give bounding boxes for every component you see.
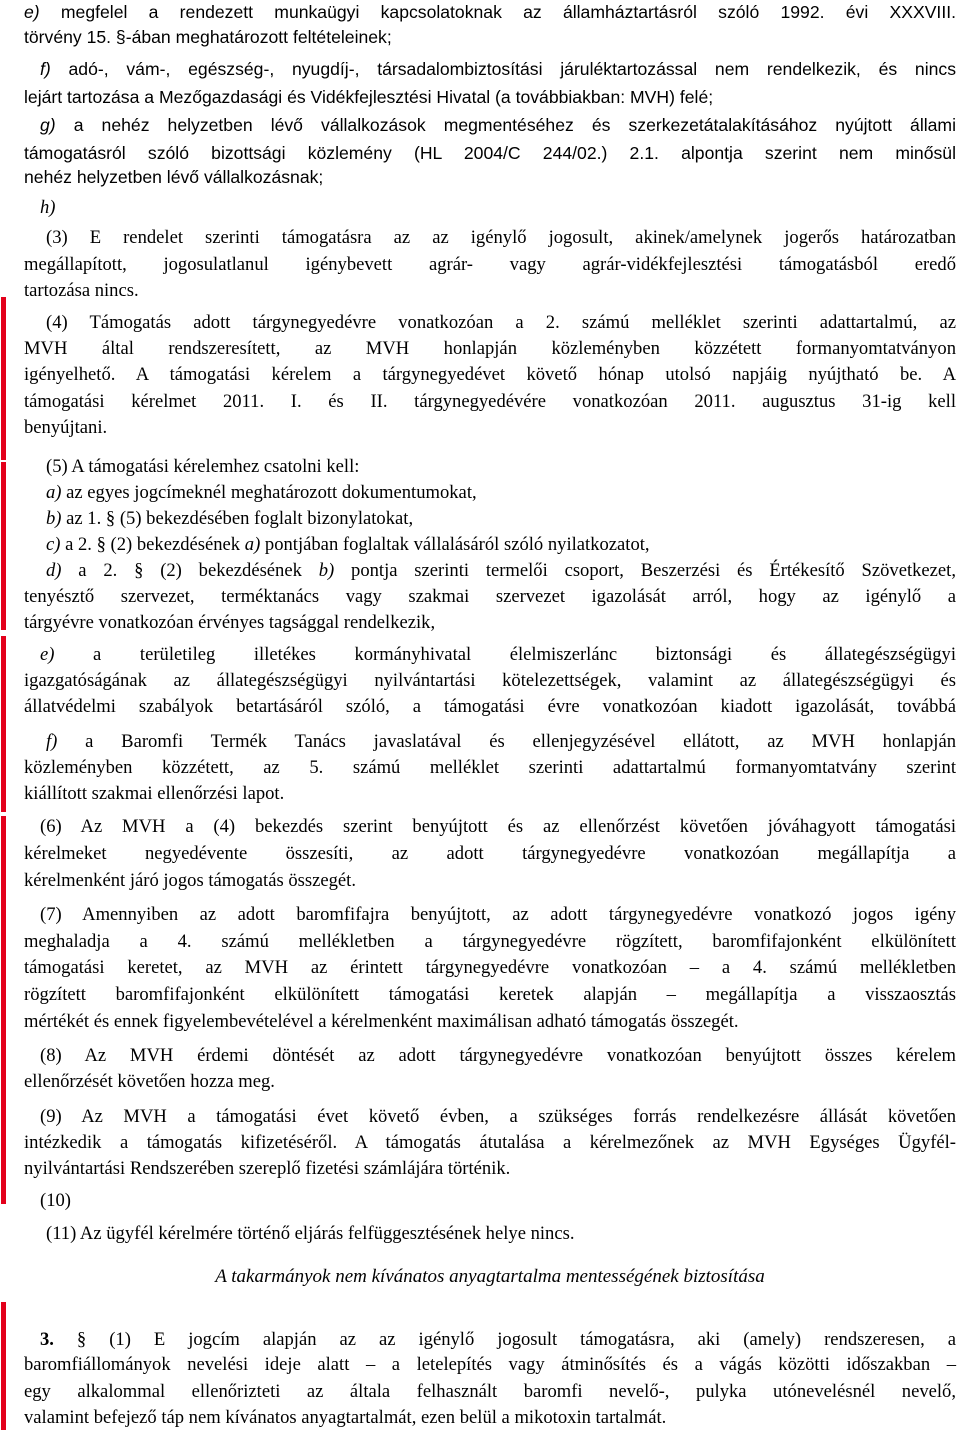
change-bar (1, 462, 6, 630)
text-line: e) a területileg illetékes kormányhivatal élelmiszerlánc biztonsági és állategészségügyi (40, 644, 956, 665)
text-line: meghaladja a 4. számú mellékletben a tárgynegyedévre rögzített, baromfifajonként elkülönített (24, 931, 956, 952)
text-line: nyilvántartási Rendszerében szereplő fizetési számlájára történik. (24, 1158, 511, 1179)
text-line: b) az 1. § (5) bekezdésében foglalt bizonylatokat, (46, 508, 414, 529)
text-line: g) a nehéz helyzetben lévő vállalkozások megmentéséhez és szerkezetátalakításához nyújtott állami (40, 115, 956, 135)
text-line: kiállított szakmai ellenőrzési lapot. (24, 783, 285, 804)
text-line: támogatásról szóló bizottsági közlemény (HL 2004/C 244/02.) 2.1. alpontja szerint nem minősül (24, 143, 956, 163)
text-line: lejárt tartozása a Mezőgazdasági és Vidékfejlesztési Hivatal (a továbbiakban: MVH) felé; (24, 87, 714, 107)
text-line: (6) Az MVH a (4) bekezdés szerint benyújtott és az ellenőrzést követően jóváhagyott támogatási (40, 816, 956, 837)
text-line: h) (40, 197, 56, 218)
text-line: tárgyévre vonatkozóan érvényes tagsággal rendelkezik, (24, 612, 436, 633)
text-line: kérelmenként járó jogos támogatás összegét. (24, 870, 357, 891)
text-line: (11) Az ügyfél kérelmére történő eljárás felfüggesztésének helye nincs. (46, 1223, 575, 1244)
text-line: intézkedik a támogatás kifizetéséről. A támogatás átutalása a kérelmezőnek az MVH Egységes Ügyfél- (24, 1132, 956, 1153)
text-line: benyújtani. (24, 417, 108, 438)
text-line: (10) (40, 1190, 71, 1211)
change-bar (1, 816, 6, 1204)
text-line: rögzített baromfifajonként elkülönített támogatási keretek alapján – megállapítja a visszaosztás (24, 984, 956, 1005)
text-line: nehéz helyzetben lévő vállalkozásnak; (24, 167, 324, 187)
text-line: (8) Az MVH érdemi döntését az adott tárgynegyedévre vonatkozóan benyújtott összes kérelem (40, 1045, 956, 1066)
text-line: MVH által rendszeresített, az MVH honlapján közleményben közzétett formanyomtatványon (24, 338, 956, 359)
text-line: megállapított, jogosulatlanul igénybevett agrár- vagy agrár-vidékfejlesztési támogatásból eredő (24, 254, 956, 275)
section-heading: A takarmányok nem kívánatos anyagtartalma mentességének biztosítása (215, 1266, 765, 1287)
text-line: tartozása nincs. (24, 280, 139, 301)
text-line: kérelmeket negyedévente összesíti, az adott tárgynegyedévre vonatkozóan megállapítja a (24, 843, 956, 864)
text-line: (4) Támogatás adott tárgynegyedévre vonatkozóan a 2. számú melléklet szerinti adattartalmú, az (46, 312, 956, 333)
text-line: a) az egyes jogcímeknél meghatározott dokumentumokat, (46, 482, 477, 503)
text-line: (5) A támogatási kérelemhez csatolni kell: (46, 456, 360, 477)
change-bar (1, 297, 6, 460)
text-line: tenyésztő szervezet, terméktanács vagy szakmai szervezet igazolását arról, hogy az igénylő a (24, 586, 956, 607)
text-line: ellenőrzését követően hozza meg. (24, 1071, 275, 1092)
text-line: közleményben közzétett, az 5. számú melléklet szerinti adattartalmú formanyomtatvány szerint (24, 757, 956, 778)
change-bar (1, 636, 6, 812)
text-line: baromfiállományok nevelési ideje alatt – a letelepítés vagy átminősítés és a vágás közötti időszakban – (24, 1354, 956, 1375)
text-line: igazgatóságának az állategészségügyi nyilvántartási kötelezettségek, valamint az állategészségügyi és (24, 670, 956, 691)
text-line: igényelhető. A támogatási kérelem a tárgynegyedévet követő hónap utolsó napjáig nyújtható be. A (24, 364, 956, 385)
change-bar (1, 1302, 6, 1430)
text-line: támogatási kérelmet 2011. I. és II. tárgynegyedévére vonatkozóan 2011. augusztus 31-ig kell (24, 391, 956, 412)
text-line: e) megfelel a rendezett munkaügyi kapcsolatoknak az államháztartásról szóló 1992. évi XXXVIII. (24, 2, 956, 22)
text-line: törvény 15. §-ában meghatározott feltételeinek; (24, 27, 392, 47)
text-line: támogatási keretet, az MVH az érintett tárgynegyedévre vonatkozóan – a 4. számú mellékletben (24, 957, 956, 978)
text-line: f) a Baromfi Termék Tanács javaslatával és ellenjegyzésével ellátott, az MVH honlapján (46, 731, 956, 752)
text-line: valamint befejező táp nem kívánatos anyagtartalmát, ezen belül a mikotoxin tartalmát. (24, 1407, 667, 1428)
text-line: (7) Amennyiben az adott baromfifajra benyújtott, az adott tárgynegyedévre vonatkozó jogos igény (40, 904, 956, 925)
text-line: egy alkalommal ellenőrizteti az általa felhasznált baromfi nevelő-, pulyka utónevelésnél nevelő, (24, 1381, 956, 1402)
text-line: c) a 2. § (2) bekezdésének a) pontjában foglaltak vállalásáról szóló nyilatkozatot, (46, 534, 650, 555)
text-line: d) a 2. § (2) bekezdésének b) pontja szerinti termelői csoport, Beszerzési és Értékesítő Szövetkezet, (46, 560, 956, 581)
text-line: (3) E rendelet szerinti támogatásra az az igénylő jogosult, akinek/amelynek jogerős határozatban (46, 227, 956, 248)
text-line: mértékét és ennek figyelembevételével a kérelmenként maximálisan adható támogatás összegét. (24, 1011, 739, 1032)
text-line: f) adó-, vám-, egészség-, nyugdíj-, társadalombiztosítási járuléktartozással nem rendelkezik, és nincs (40, 59, 956, 79)
text-line: (9) Az MVH a támogatási évet követő évben, a szükséges forrás rendelkezésre állását követően (40, 1106, 956, 1127)
text-line: 3. § (1) E jogcím alapján az az igénylő jogosult támogatásra, aki (amely) rendszeresen, a (40, 1329, 956, 1350)
text-line: állatvédelmi szabályok betartásáról szóló, a támogatási évre vonatkozóan kiadott igazolását, továbbá (24, 696, 956, 717)
